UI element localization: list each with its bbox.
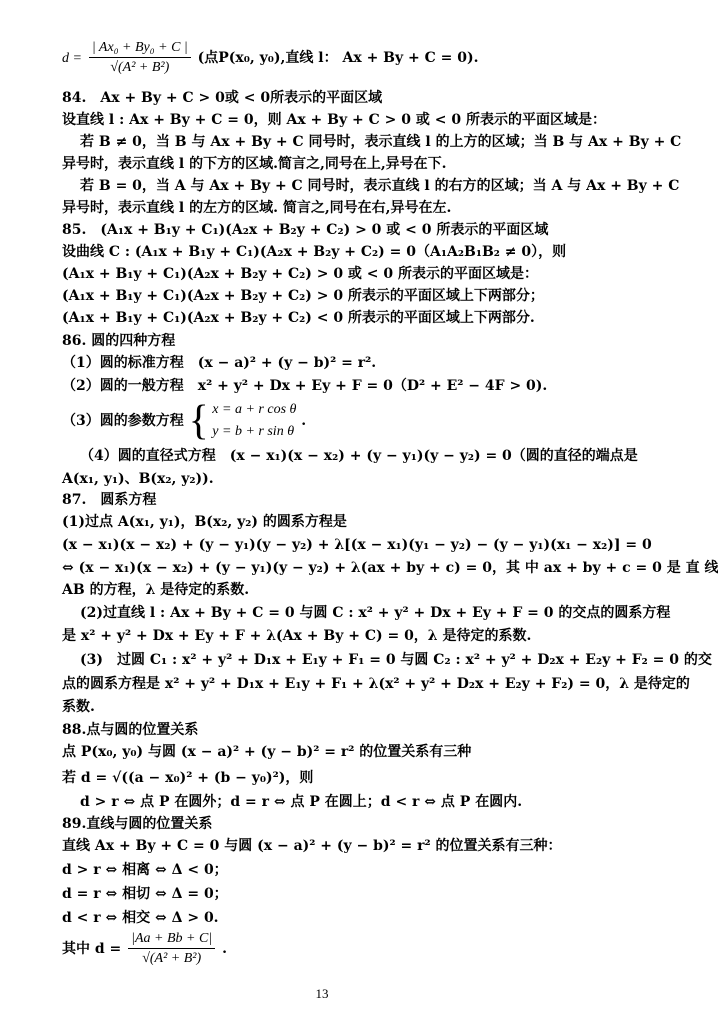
fraction-numerator: | Ax₀ + By₀ + C | (89, 39, 191, 58)
line-distance-end: . (222, 941, 227, 957)
text-line: (A₁x + B₁y + C₁)(A₂x + B₂y + C₂) > 0 或 < 0 所表示的平面区域是： (62, 266, 539, 282)
section-86-heading: 86. 圆的四种方程 (62, 333, 176, 349)
text-line: d < r ⇔ 相交 ⇔ Δ > 0. (62, 910, 219, 926)
section-88-heading: 88.点与圆的位置关系 (62, 722, 199, 738)
text-line: 若 B = 0，当 A 与 Ax + By + C 同号时，表示直线 l 的右方的区域；当 A 与 Ax + By + C (80, 178, 680, 194)
text-line: d = r ⇔ 相切 ⇔ Δ = 0； (62, 886, 228, 902)
text-line: 是 x² + y² + Dx + Ey + F + λ(Ax + By + C) = 0，λ 是待定的系数. (62, 628, 532, 644)
distance-formula-lhs: d = (62, 51, 82, 66)
section-89-heading: 89.直线与圆的位置关系 (62, 816, 213, 832)
text-line: 系数. (62, 699, 95, 715)
fraction-denominator: √(A² + B²) (142, 950, 202, 966)
text-line: (A₁x + B₁y + C₁)(A₂x + B₂y + C₂) > 0 所表示的平面区域上下两部分； (62, 288, 544, 304)
section-87-heading: 87. 圆系方程 (62, 492, 157, 508)
section-84-heading: 84. Ax + By + C > 0或 < 0所表示的平面区域 (62, 90, 383, 106)
text-line: (1)过点 A(x₁, y₁)，B(x₂, y₂) 的圆系方程是 (62, 514, 347, 530)
text-line: （1）圆的标准方程 (x − a)² + (y − b)² = r². (62, 355, 377, 371)
parametric-system (189, 398, 297, 444)
distance-formula-note: (点P(x₀, y₀),直线 l： Ax + By + C = 0). (197, 50, 479, 66)
text-line: AB 的方程，λ 是待定的系数. (62, 582, 250, 598)
section-85-heading: 85. (A₁x + B₁y + C₁)(A₂x + B₂y + C₂) > 0 或 < 0 所表示的平面区域 (62, 222, 549, 238)
fraction-denominator: √(A² + B²) (110, 59, 170, 75)
parametric-label: （3）圆的参数方程 (62, 413, 184, 429)
text-line: 点的圆系方程是 x² + y² + D₁x + E₁y + F₁ + λ(x² + y² + D₂x + E₂y + F₂) = 0，λ 是待定的 (62, 676, 690, 692)
text-line: (A₁x + B₁y + C₁)(A₂x + B₂y + C₂) < 0 所表示的平面区域上下两部分. (62, 310, 535, 326)
distance-formula-line (62, 38, 614, 78)
text-line: d > r ⇔ 点 P 在圆外；d = r ⇔ 点 P 在圆上；d < r ⇔ 点 P 在圆内. (80, 794, 523, 810)
text-line: 设曲线 C : (A₁x + B₁y + C₁)(A₂x + B₂y + C₂) = 0（A₁A₂B₁B₂ ≠ 0），则 (62, 244, 567, 260)
parametric-end: . (301, 413, 307, 429)
text-line: 异号时，表示直线 l 的下方的区域.简言之,同号在上,异号在下. (62, 156, 447, 172)
text-line: (x − x₁)(x − x₂) + (y − y₁)(y − y₂) + λ[(x − x₁)(y₁ − y₂) − (y − y₁)(x₁ − x₂)] = 0 (62, 537, 652, 553)
line-distance-formula (62, 928, 614, 970)
brace-glyph: { (188, 397, 209, 444)
text-line: (3) 过圆 C₁ : x² + y² + D₁x + E₁y + F₁ = 0 与圆 C₂ : x² + y² + D₂x + E₂y + F₂ = 0 的交 (80, 652, 712, 668)
text-line: （4）圆的直径式方程 (x − x₁)(x − x₂) + (y − y₁)(y − y₂) = 0（圆的直径的端点是 (80, 448, 638, 464)
text-line: 若 B ≠ 0，当 B 与 Ax + By + C 同号时，表示直线 l 的上方的区域；当 B 与 Ax + By + C (80, 134, 682, 150)
text-line: 直线 Ax + By + C = 0 与圆 (x − a)² + (y − b)² = r² 的位置关系有三种： (62, 838, 562, 854)
line-distance-fraction (128, 930, 215, 969)
text-line: （2）圆的一般方程 x² + y² + Dx + Ey + F = 0（D² + E² − 4F > 0). (62, 378, 548, 394)
page-number: 13 (315, 986, 329, 1001)
text-line: 点 P(x₀, y₀) 与圆 (x − a)² + (y − b)² = r² 的位置关系有三种 (62, 744, 472, 760)
text-line: (2)过直线 l : Ax + By + C = 0 与圆 C : x² + y² + Dx + Ey + F = 0 的交点的圆系方程 (80, 605, 671, 621)
line-distance-lhs: 其中 d = (62, 941, 122, 957)
text-line: 设直线 l : Ax + By + C = 0，则 Ax + By + C > 0 或 < 0 所表示的平面区域是： (62, 112, 606, 128)
text-line: A(x₁, y₁)、B(x₂, y₂)). (62, 471, 214, 487)
text-line: ⇔ (x − x₁)(x − x₂) + (y − y₁)(y − y₂) + λ(ax + by + c) = 0，其 中 ax + by + c = 0 是 直 线 (62, 560, 718, 576)
text-line: d > r ⇔ 相离 ⇔ Δ < 0； (62, 862, 228, 878)
text-line: 异号时，表示直线 l 的左方的区域. 简言之,同号在右,异号在左. (62, 200, 452, 216)
parametric-row-y: y = b + r sin θ (212, 423, 295, 439)
distance-formula-fraction (89, 39, 191, 78)
text-line: 若 d = √((a − x₀)² + (b − y₀)²)，则 (62, 770, 314, 786)
parametric-row-x: x = a + r cos θ (212, 401, 297, 417)
fraction-numerator: |Aa + Bb + C| (128, 930, 215, 949)
parametric-equation-line (62, 398, 614, 444)
